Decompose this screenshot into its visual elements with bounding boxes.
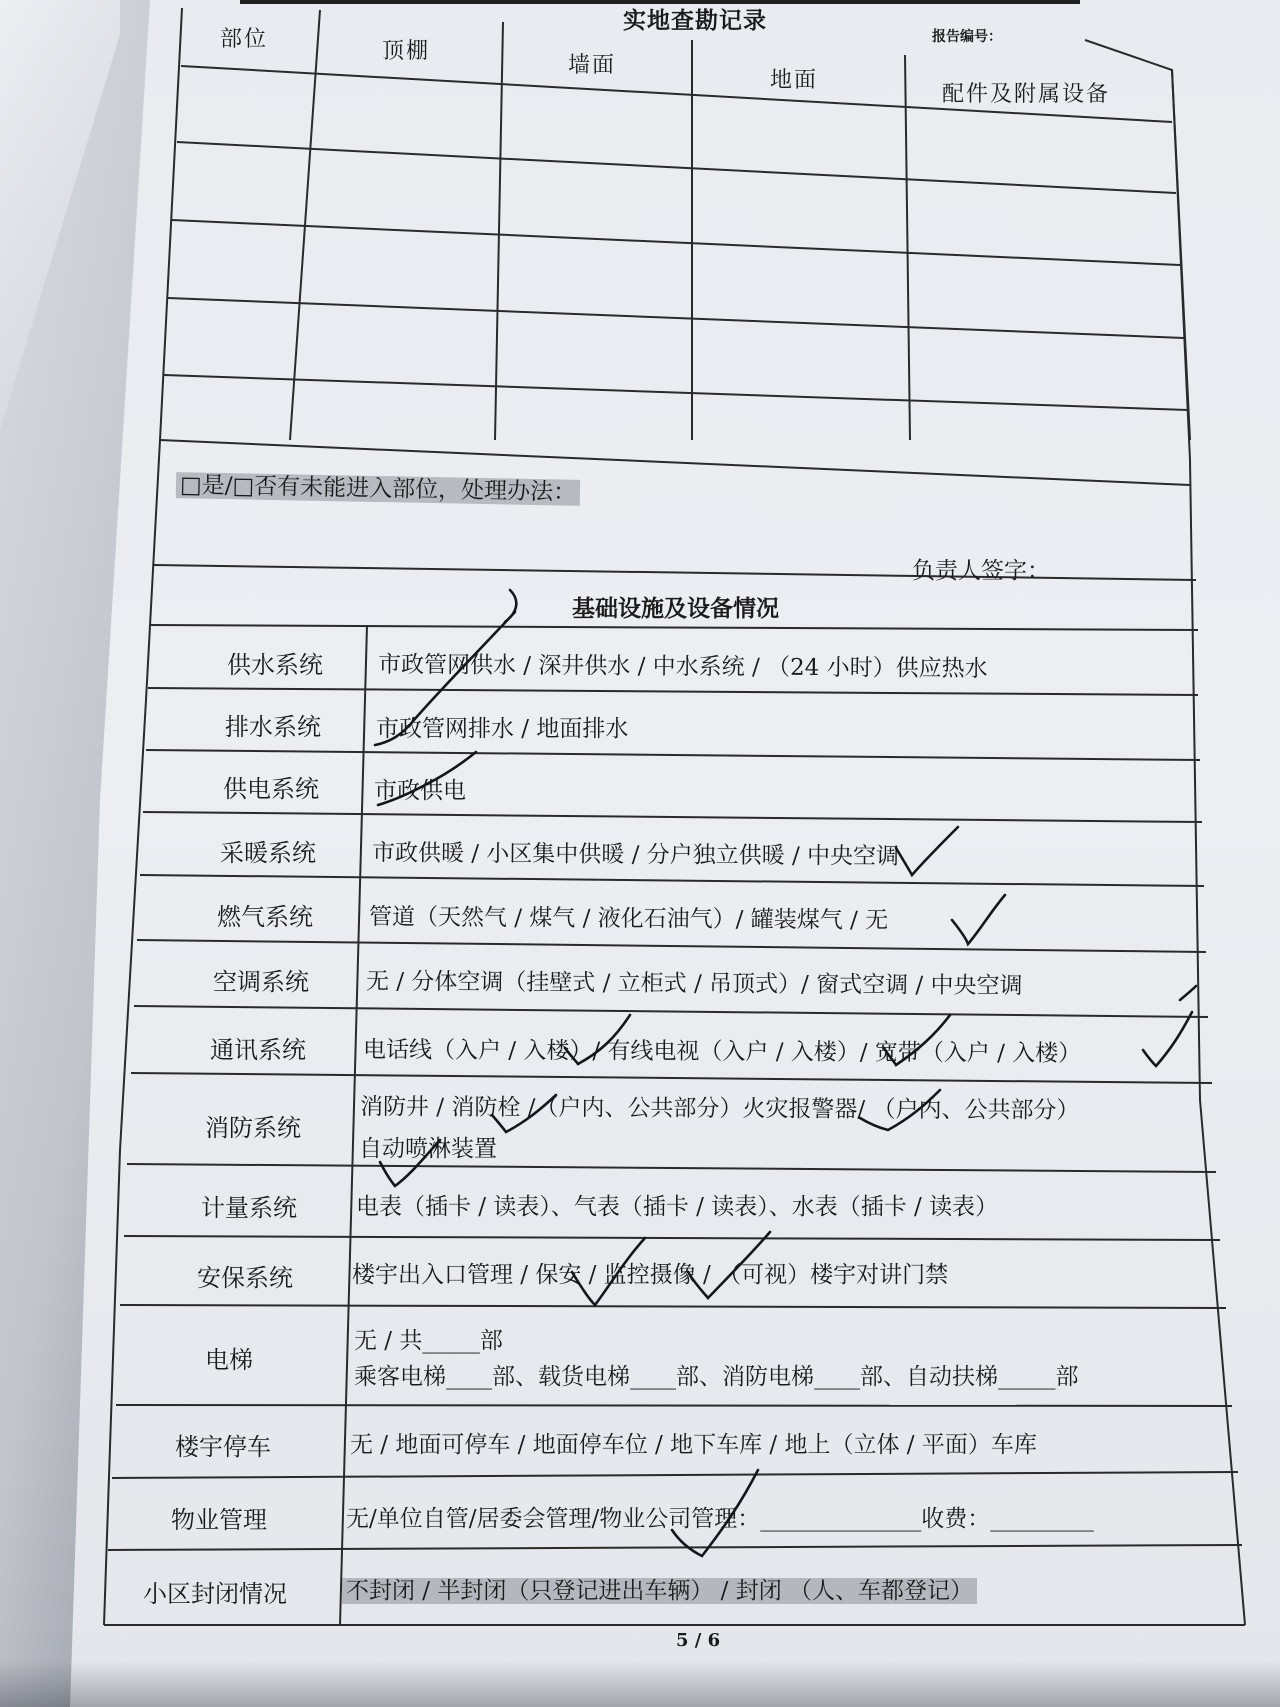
row-content-elevator-line2: 乘客电梯____部、载货电梯____部、消防电梯____部、自动扶梯_____部: [354, 1364, 1079, 1390]
inaccessible-areas-note: □是/□否有未能进入部位，处理办法：: [176, 466, 581, 507]
bottom-shadow: [0, 1660, 1280, 1707]
column-header-fittings: 配件及附属设备: [942, 82, 1111, 107]
row-label-metering: 计量系统: [201, 1194, 297, 1222]
row-content-property-management: 无/单位自管/居委会管理/物业公司管理：______________收费：_________: [346, 1506, 1094, 1532]
row-label-gas: 燃气系统: [217, 903, 313, 931]
row-label-air-conditioning: 空调系统: [213, 968, 309, 996]
row-content-fire-protection-line2: 自动喷淋装置: [359, 1136, 497, 1162]
row-label-community-enclosure: 小区封闭情况: [143, 1580, 287, 1608]
report-number-label: 报告编号：: [932, 29, 1002, 45]
row-content-security: 楼宇出入口管理 / 保安 / 监控摄像 / （可视）楼宇对讲门禁: [352, 1262, 949, 1288]
row-content-parking: 无 / 地面可停车 / 地面停车位 / 地下车库 / 地上（立体 / 平面）车库: [350, 1432, 1037, 1458]
row-label-heating: 采暖系统: [220, 839, 316, 867]
row-label-water-supply: 供水系统: [227, 651, 323, 679]
row-content-power: 市政供电: [374, 778, 466, 804]
row-content-heating: 市政供暖 / 小区集中供暖 / 分户独立供暖 / 中央空调: [371, 840, 900, 870]
row-label-communications: 通讯系统: [210, 1036, 306, 1064]
row-label-power: 供电系统: [223, 775, 319, 803]
row-content-community-enclosure: 不封闭 / 半封闭（只登记进出车辆） / 封闭 （人、车都登记）: [342, 1572, 977, 1605]
row-content-metering: 电表（插卡 / 读表）、气表（插卡 / 读表）、水表（插卡 / 读表）: [356, 1194, 999, 1220]
document-title: 实地查勘记录: [623, 7, 767, 34]
row-content-drainage: 市政管网排水 / 地面排水: [376, 716, 629, 742]
row-content-elevator: 无 / 共_____部: [354, 1328, 503, 1354]
column-header-location: 部位: [220, 27, 269, 52]
column-header-ceiling: 顶棚: [382, 39, 431, 64]
row-label-property-management: 物业管理: [171, 1506, 267, 1534]
row-label-fire-protection: 消防系统: [205, 1114, 301, 1142]
row-label-security: 安保系统: [197, 1264, 293, 1292]
column-header-floor: 地面: [770, 68, 819, 93]
row-content-gas: 管道（天然气 / 煤气 / 液化石油气）/ 罐装煤气 / 无: [368, 904, 889, 934]
facilities-title: 基础设施及设备情况: [572, 595, 779, 622]
row-content-water-supply: 市政管网供水 / 深井供水 / 中水系统 / （24 小时）供应热水: [377, 651, 988, 683]
page-number: 5 / 6: [676, 1630, 721, 1651]
signature-label: 负责人签字：: [912, 558, 1050, 584]
row-label-elevator: 电梯: [205, 1346, 253, 1374]
row-label-drainage: 排水系统: [225, 713, 321, 741]
row-label-parking: 楼宇停车: [175, 1433, 271, 1461]
row-content-fire-protection: 消防井 / 消防栓 /（户内、公共部分）火灾报警器/ （户内、公共部分）: [359, 1094, 1080, 1124]
row-content-communications: 电话线（入户 / 入楼）/ 有线电视（入户 / 入楼）/ 宽带（入户 / 入楼）: [362, 1037, 1082, 1067]
row-content-air-conditioning: 无 / 分体空调（挂壁式 / 立柜式 / 吊顶式）/ 窗式空调 / 中央空调: [365, 968, 1023, 1000]
column-header-wall: 墙面: [568, 53, 617, 78]
